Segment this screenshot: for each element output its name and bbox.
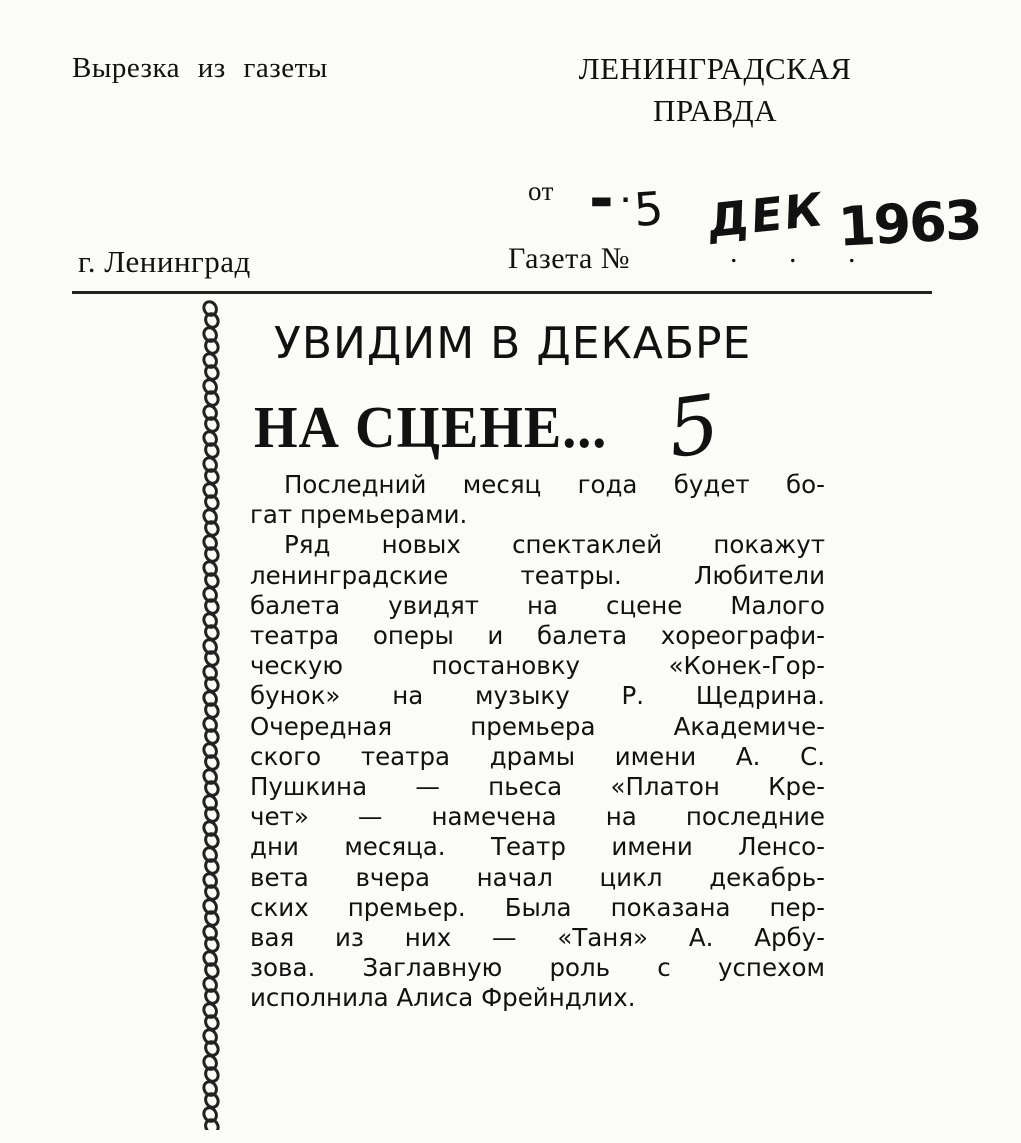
article-kicker: УВИДИМ В ДЕКАБРЕ bbox=[274, 318, 752, 369]
newspaper-name bbox=[540, 48, 890, 132]
date-stamp-dash: ▬ · bbox=[590, 186, 631, 214]
article-line: вета вчера начал цикл декабрь- bbox=[250, 862, 825, 892]
issue-number: . . . bbox=[730, 236, 878, 269]
issue-label: Газета № bbox=[508, 242, 630, 275]
clipping-label: Вырезка из газеты bbox=[72, 52, 328, 84]
article-line: Последний месяц года будет бо- bbox=[284, 470, 825, 499]
article-line: Ряд новых спектаклей покажут bbox=[284, 530, 825, 560]
newspaper-name-line2: ПРАВДА bbox=[652, 93, 778, 128]
article-line: вая из них — «Таня» А. Арбу- bbox=[250, 923, 825, 953]
article-line: театра оперы и балета хореографи- bbox=[250, 621, 825, 651]
header-divider bbox=[72, 291, 932, 294]
decorative-border bbox=[200, 300, 222, 1130]
article-line: чет» — намечена на последние bbox=[250, 802, 825, 832]
article-line: ского театра драмы имени А. С. bbox=[250, 741, 825, 771]
handwritten-mark: 5 bbox=[661, 376, 726, 477]
date-year: 1963 bbox=[836, 188, 982, 259]
city-label: г. Ленинград bbox=[78, 244, 251, 279]
date-day: 5 bbox=[632, 181, 666, 237]
article-headline: НА СЦЕНЕ... bbox=[254, 395, 608, 461]
article-line: гат премьерами. bbox=[250, 500, 468, 530]
article-line: дни месяца. Театр имени Ленсо- bbox=[250, 832, 825, 862]
article-line: балета увидят на сцене Малого bbox=[250, 590, 825, 620]
article-line: ских премьер. Была показана пер- bbox=[250, 892, 825, 922]
article-line: Пушкина — пьеса «Платон Кре- bbox=[250, 772, 825, 802]
article-line: исполнила Алиса Фрейндлих. bbox=[250, 983, 636, 1013]
article-line: ческую постановку «Конек-Гор- bbox=[250, 651, 825, 681]
date-prefix: от bbox=[528, 176, 554, 206]
article-line: ленинградские театры. Любители bbox=[250, 560, 825, 590]
newspaper-name-line1: ЛЕНИНГРАДСКАЯ bbox=[578, 51, 852, 86]
article-line: Очередная премьера Академиче- bbox=[250, 711, 825, 741]
article-line: зова. Заглавную роль с успехом bbox=[250, 953, 825, 983]
article-line: бунок» на музыку Р. Щедрина. bbox=[250, 681, 825, 711]
article-body bbox=[250, 470, 825, 1014]
date-month: ДЕК bbox=[707, 181, 825, 249]
